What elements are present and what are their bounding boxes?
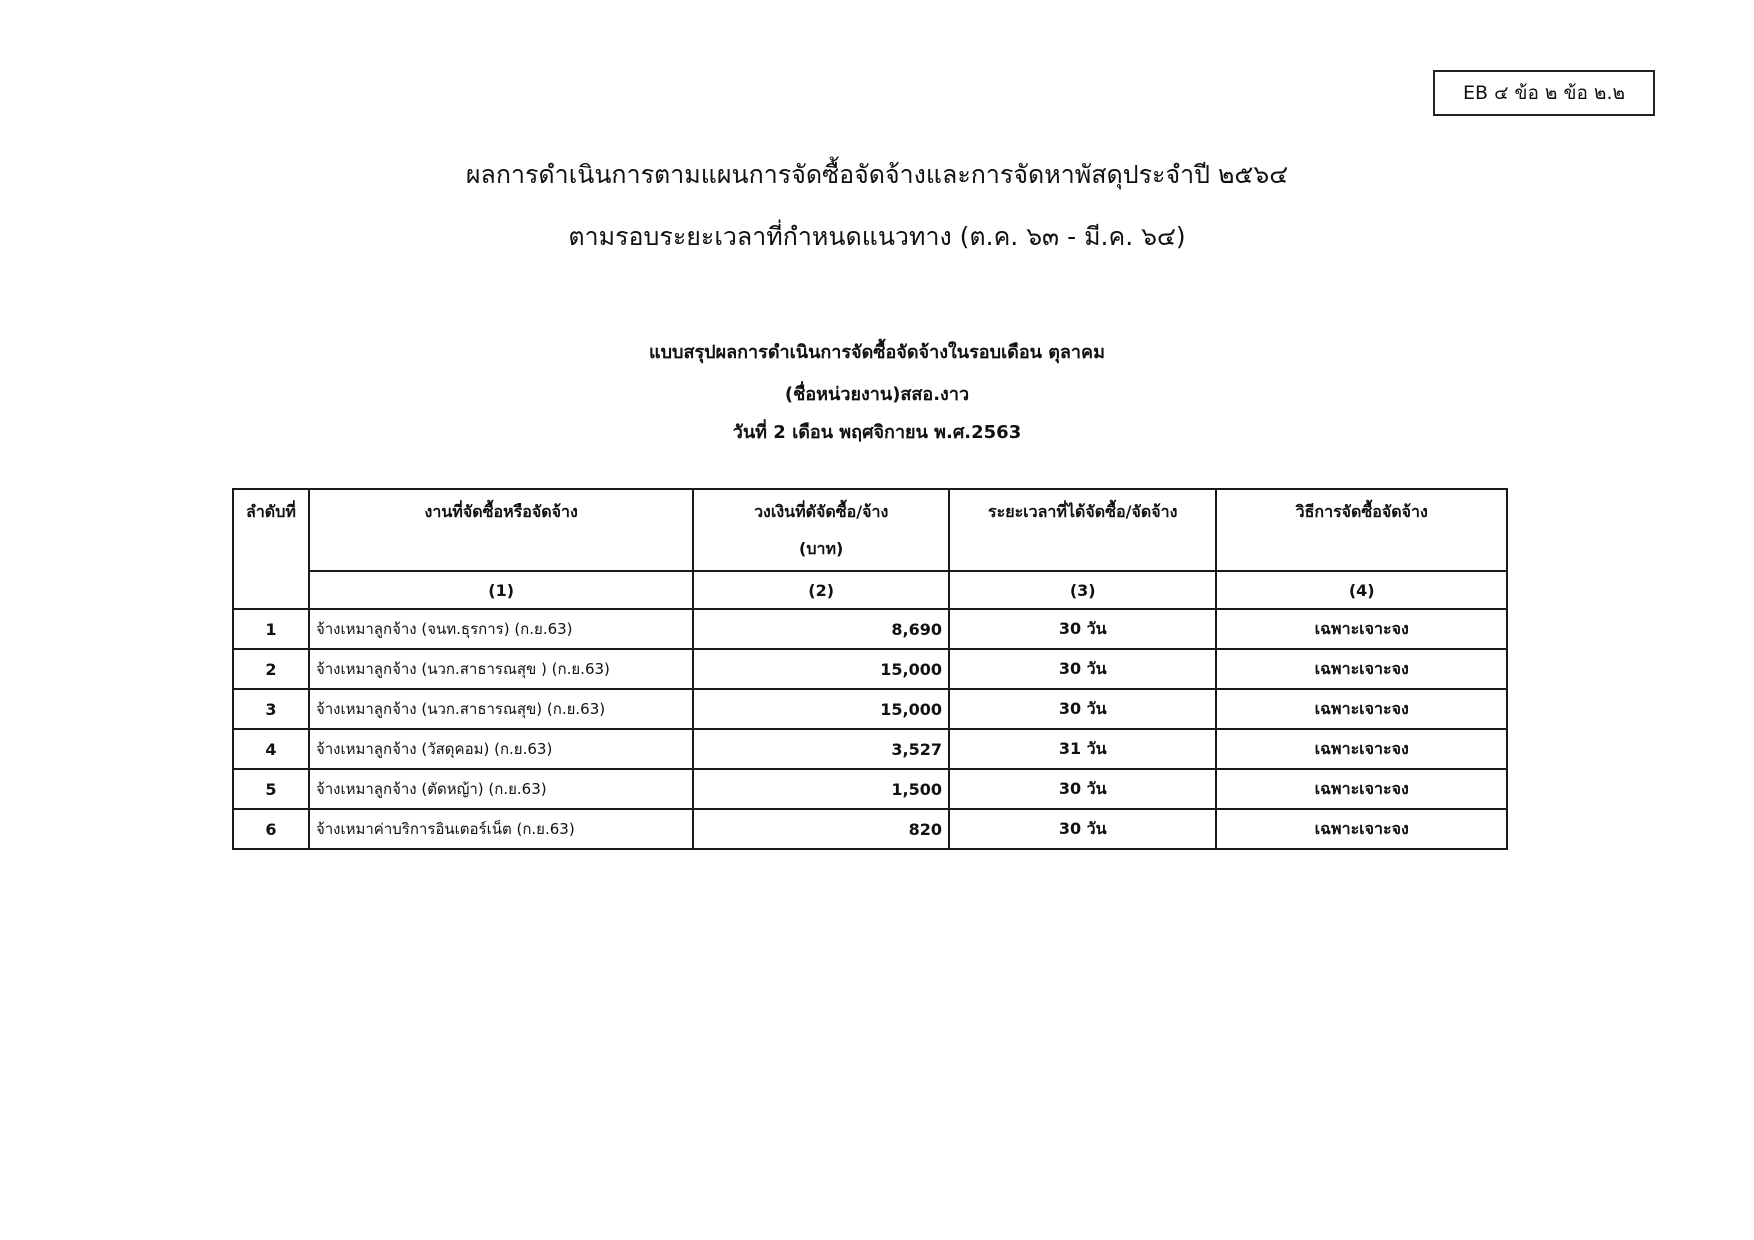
row-time: 30 วัน [949,769,1217,809]
form-agency: (ชื่อหน่วยงาน)สสอ.งาว [784,384,970,405]
header-no: ลำดับที่ [233,489,309,609]
form-title: แบบสรุปผลการดำเนินการจัดซื้อจัดจ้างในรอบเดือน ตุลาคม [649,342,1105,363]
row-method: เฉพาะเจาะจง [1216,649,1507,689]
row-number: 2 [233,649,309,689]
header-amount-label: วงเงินที่ดัจัดซื้อ/จ้าง [754,502,889,521]
row-time: 30 วัน [949,609,1217,649]
table-row [233,689,1507,729]
row-method: เฉพาะเจาะจง [1216,769,1507,809]
row-number: 1 [233,609,309,649]
table-row [233,609,1507,649]
header-time: ระยะเวลาที่ได้จัดซื้อ/จัดจ้าง [949,489,1217,571]
row-time: 30 วัน [949,689,1217,729]
procurement-summary-table [232,488,1508,850]
row-method: เฉพาะเจาะจง [1216,809,1507,849]
row-method: เฉพาะเจาะจง [1216,729,1507,769]
index-cell: (3) [949,571,1217,609]
header-method: วิธีการจัดซื้อจัดจ้าง [1216,489,1507,571]
table-row [233,649,1507,689]
row-amount: 820 [693,809,949,849]
document-title: ผลการดำเนินการตามแผนการจัดซื้อจัดจ้างและการจัดหาพัสดุประจำปี ๒๕๖๔ [465,160,1289,189]
index-cell: (1) [309,571,693,609]
row-number: 5 [233,769,309,809]
table-index-row [233,571,1507,609]
index-cell: (2) [693,571,949,609]
row-work: จ้างเหมาลูกจ้าง (นวก.สาธารณสุข) (ก.ย.63) [309,689,693,729]
row-amount: 8,690 [693,609,949,649]
table-row [233,809,1507,849]
row-work: จ้างเหมาลูกจ้าง (จนท.ธุรการ) (ก.ย.63) [309,609,693,649]
table-header-row [233,489,1507,571]
header-amount-unit: (บาท) [799,539,844,558]
document-reference-label: EB ๔ ข้อ ๒ ข้อ ๒.๒ [1433,70,1655,116]
row-method: เฉพาะเจาะจง [1216,609,1507,649]
row-number: 3 [233,689,309,729]
row-number: 4 [233,729,309,769]
table-row [233,729,1507,769]
header-work: งานที่จัดซื้อหรือจัดจ้าง [309,489,693,571]
row-work: จ้างเหมาค่าบริการอินเตอร์เน็ต (ก.ย.63) [309,809,693,849]
table-row [233,769,1507,809]
form-date: วันที่ 2 เดือน พฤศจิกายน พ.ศ.2563 [732,422,1022,443]
header-amount [693,489,949,571]
row-time: 31 วัน [949,729,1217,769]
row-amount: 1,500 [693,769,949,809]
row-work: จ้างเหมาลูกจ้าง (ตัดหญ้า) (ก.ย.63) [309,769,693,809]
index-cell: (4) [1216,571,1507,609]
row-method: เฉพาะเจาะจง [1216,689,1507,729]
row-work: จ้างเหมาลูกจ้าง (นวก.สาธารณสุข ) (ก.ย.63) [309,649,693,689]
document-subtitle: ตามรอบระยะเวลาที่กำหนดแนวทาง (ต.ค. ๖๓ - มี.ค. ๖๔) [568,222,1186,251]
row-amount: 15,000 [693,649,949,689]
row-amount: 15,000 [693,689,949,729]
row-time: 30 วัน [949,649,1217,689]
row-amount: 3,527 [693,729,949,769]
row-number: 6 [233,809,309,849]
row-time: 30 วัน [949,809,1217,849]
row-work: จ้างเหมาลูกจ้าง (วัสดุคอม) (ก.ย.63) [309,729,693,769]
